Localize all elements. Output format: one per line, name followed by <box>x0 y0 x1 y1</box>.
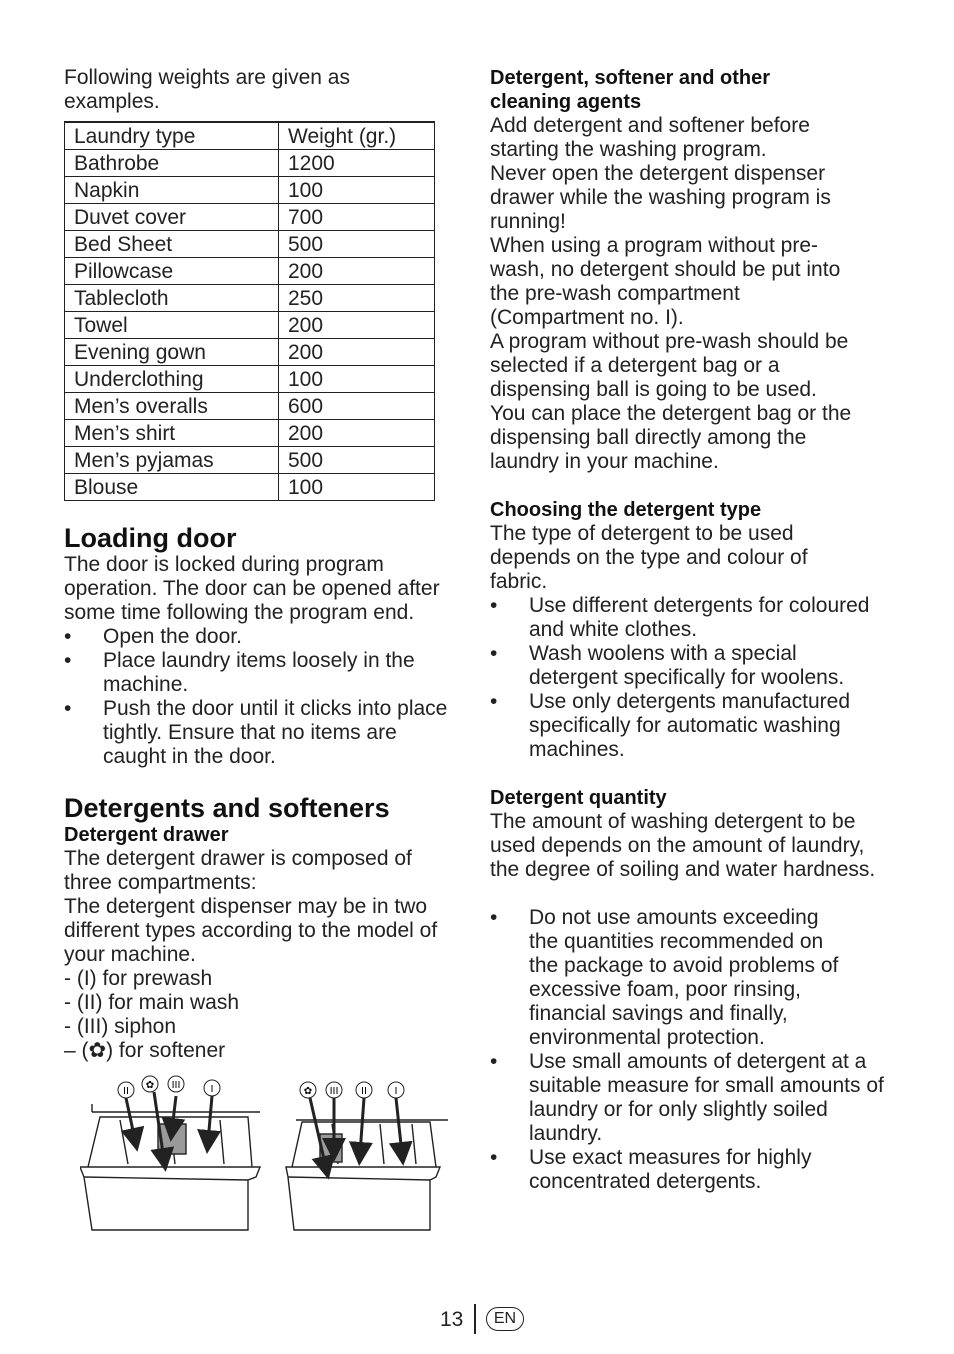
table-row <box>65 312 435 339</box>
drawer-type-1 <box>80 1104 260 1230</box>
table-header-row <box>65 122 435 150</box>
detergent-drawer-illustration <box>80 1072 450 1232</box>
loading-door-steps <box>64 625 464 769</box>
table-row <box>65 258 435 285</box>
weights-intro: Following weights are given as examples. <box>64 66 350 113</box>
page-number: 13 <box>440 1308 464 1331</box>
table-cell: Men’s overalls <box>65 393 279 420</box>
list-item: • Push the door until it clicks into place tightly. Ensure that no items are caught in the door. <box>64 697 464 769</box>
header-laundry-type: Laundry type <box>65 122 279 150</box>
laundry-weights-table <box>64 121 435 501</box>
table-cell: 100 <box>279 366 435 393</box>
compartment-mainwash: - (II) for main wash <box>64 991 240 1014</box>
table-cell: Bathrobe <box>65 150 279 177</box>
cleaning-agents-p3: When using a program without pre-wash, no detergent should be put into the pre-wash compartment (Compartment no. I). <box>490 234 841 329</box>
table-cell: Duvet cover <box>65 204 279 231</box>
cleaning-agents-p5: You can place the detergent bag or the dispensing ball directly among the laundry in your machine. <box>490 402 852 473</box>
detergent-drawer-subheading: Detergent drawer <box>64 824 229 846</box>
table-cell: 100 <box>279 177 435 204</box>
detergents-heading: Detergents and softeners <box>64 793 390 823</box>
left-column <box>64 66 464 1063</box>
right-column <box>490 66 894 1194</box>
table-row <box>65 420 435 447</box>
table-cell: Napkin <box>65 177 279 204</box>
table-cell: Tablecloth <box>65 285 279 312</box>
table-row <box>65 204 435 231</box>
table-cell: Evening gown <box>65 339 279 366</box>
drawer-2-arrows <box>310 1098 402 1168</box>
cleaning-agents-p1: Add detergent and softener before starting the washing program. <box>490 114 810 161</box>
table-cell: 200 <box>279 258 435 285</box>
cleaning-agents-p2: Never open the detergent dispenser drawer while the washing program is running! <box>490 162 831 233</box>
table-row <box>65 366 435 393</box>
table-cell: 500 <box>279 447 435 474</box>
detergent-quantity-heading: Detergent quantity <box>490 787 667 809</box>
list-item: • Use small amounts of detergent at a suitable measure for small amounts of laundry or for only slightly soiled laundry. <box>490 1050 889 1146</box>
list-item: • Place laundry items loosely in the machine. <box>64 649 464 697</box>
label-softener: ✿ <box>145 1080 155 1091</box>
detergent-quantity-list <box>490 906 894 1194</box>
table-row <box>65 447 435 474</box>
table-row <box>65 393 435 420</box>
table-cell: Bed Sheet <box>65 231 279 258</box>
drawer-2-labels <box>300 1082 404 1098</box>
detergent-type-p1: The type of detergent to be used depends on the type and colour of fabric. <box>490 522 808 593</box>
header-weight: Weight (gr.) <box>279 122 435 150</box>
list-item: • Use only detergents manufactured specifically for automatic washing machines. <box>490 690 879 762</box>
label-softener: ✿ <box>303 1086 313 1097</box>
drawer-diagram <box>80 1072 450 1232</box>
table-cell: 600 <box>279 393 435 420</box>
label-main-wash: II <box>123 1086 129 1097</box>
label-prewash: I <box>210 1084 214 1095</box>
list-item: • Wash woolens with a special detergent specifically for woolens. <box>490 642 859 690</box>
detergent-drawer-p2: The detergent dispenser may be in two different types according to the model of your machine. <box>64 895 438 966</box>
table-row <box>65 231 435 258</box>
table-cell: 100 <box>279 474 435 501</box>
table-cell: Men’s pyjamas <box>65 447 279 474</box>
table-cell: Blouse <box>65 474 279 501</box>
loading-door-body: The door is locked during program operation. The door can be opened after some time following the program end. <box>64 553 440 624</box>
table-cell: 1200 <box>279 150 435 177</box>
list-item: • Use exact measures for highly concentrated detergents. <box>490 1146 839 1194</box>
list-item: • Do not use amounts exceeding the quantities recommended on the package to avoid problems of excessive foam, poor rinsing, financial savings and finally, environmental protection. <box>490 906 849 1050</box>
table-row <box>65 150 435 177</box>
cleaning-agents-heading: Detergent, softener and other cleaning agents <box>490 67 771 113</box>
table-cell: 250 <box>279 285 435 312</box>
drawer-1-labels <box>118 1076 220 1098</box>
label-siphon: III <box>171 1080 181 1091</box>
table-cell: Men’s shirt <box>65 420 279 447</box>
detergent-type-list <box>490 594 894 762</box>
detergent-quantity-p1: The amount of washing detergent to be used depends on the amount of laundry, the degree of soiling and water hardness. <box>490 810 876 881</box>
table-cell: 700 <box>279 204 435 231</box>
list-item: • Open the door. <box>64 625 464 649</box>
table-row <box>65 339 435 366</box>
language-badge: EN <box>486 1307 524 1331</box>
label-siphon: III <box>329 1086 339 1097</box>
footer-divider <box>474 1304 476 1334</box>
loading-door-heading: Loading door <box>64 523 237 553</box>
table-row <box>65 474 435 501</box>
cleaning-agents-p4: A program without pre-wash should be selected if a detergent bag or a dispensing ball is going to be used. <box>490 330 849 401</box>
table-cell: Pillowcase <box>65 258 279 285</box>
table-cell: Underclothing <box>65 366 279 393</box>
table-row <box>65 177 435 204</box>
table-cell: Towel <box>65 312 279 339</box>
label-main-wash: II <box>361 1086 367 1097</box>
label-prewash: I <box>394 1086 398 1097</box>
compartment-siphon: - (III) siphon <box>64 1015 177 1038</box>
list-item: • Use different detergents for coloured and white clothes. <box>490 594 894 642</box>
detergent-type-heading: Choosing the detergent type <box>490 499 762 521</box>
table-cell: 500 <box>279 231 435 258</box>
drawer-type-2 <box>286 1120 448 1230</box>
table-cell: 200 <box>279 339 435 366</box>
table-cell: 200 <box>279 420 435 447</box>
detergent-drawer-p1: The detergent drawer is composed of three compartments: <box>64 847 412 894</box>
compartment-softener: – (✿) for softener <box>64 1039 226 1062</box>
compartment-prewash: - (I) for prewash <box>64 967 213 990</box>
table-row <box>65 285 435 312</box>
table-cell: 200 <box>279 312 435 339</box>
